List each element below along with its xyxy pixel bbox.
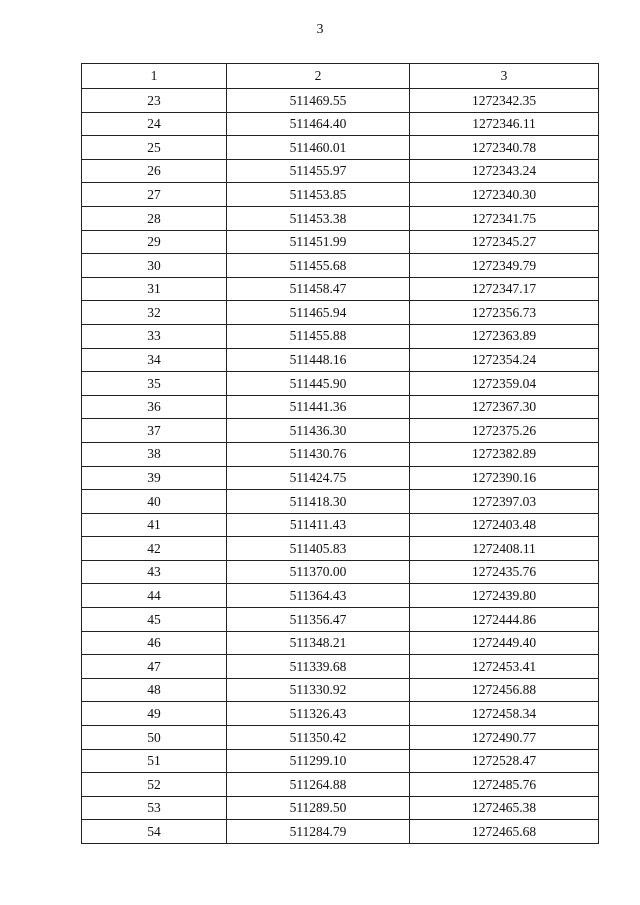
table-cell-col-1: 40 [82, 490, 227, 514]
table-row [82, 749, 599, 773]
table-cell-col-1: 29 [82, 230, 227, 254]
table-row [82, 490, 599, 514]
table-cell-col-3: 1272456.88 [410, 678, 599, 702]
table-cell-col-3: 1272346.11 [410, 112, 599, 136]
table-cell-col-2: 511326.43 [227, 702, 410, 726]
table-cell-col-2: 511465.94 [227, 301, 410, 325]
table-cell-col-2: 511339.68 [227, 655, 410, 679]
table-cell-col-1: 52 [82, 773, 227, 797]
header-cell-2: 2 [227, 64, 410, 89]
table-cell-col-2: 511411.43 [227, 513, 410, 537]
table-cell-col-2: 511405.83 [227, 537, 410, 561]
table-cell-col-3: 1272485.76 [410, 773, 599, 797]
table-cell-col-2: 511424.75 [227, 466, 410, 490]
table-cell-col-1: 31 [82, 277, 227, 301]
table-cell-col-1: 24 [82, 112, 227, 136]
table-row [82, 254, 599, 278]
table-cell-col-3: 1272435.76 [410, 560, 599, 584]
table-cell-col-1: 25 [82, 136, 227, 160]
table-cell-col-2: 511436.30 [227, 419, 410, 443]
table-cell-col-3: 1272363.89 [410, 324, 599, 348]
table-cell-col-1: 32 [82, 301, 227, 325]
coordinates-table [81, 63, 599, 844]
table-row [82, 726, 599, 750]
table-row [82, 159, 599, 183]
table-cell-col-1: 46 [82, 631, 227, 655]
table-cell-col-3: 1272341.75 [410, 206, 599, 230]
table-row [82, 655, 599, 679]
table-row [82, 584, 599, 608]
table-cell-col-1: 28 [82, 206, 227, 230]
table-cell-col-3: 1272345.27 [410, 230, 599, 254]
table-row [82, 183, 599, 207]
table-cell-col-1: 26 [82, 159, 227, 183]
table-cell-col-1: 44 [82, 584, 227, 608]
table-row [82, 796, 599, 820]
table-cell-col-3: 1272528.47 [410, 749, 599, 773]
table-cell-col-3: 1272439.80 [410, 584, 599, 608]
header-row [82, 64, 599, 89]
table-cell-col-2: 511455.68 [227, 254, 410, 278]
table-cell-col-1: 39 [82, 466, 227, 490]
table-cell-col-1: 43 [82, 560, 227, 584]
table-row [82, 395, 599, 419]
table-cell-col-1: 50 [82, 726, 227, 750]
table-cell-col-2: 511460.01 [227, 136, 410, 160]
table-cell-col-2: 511350.42 [227, 726, 410, 750]
table-cell-col-2: 511445.90 [227, 372, 410, 396]
table-cell-col-3: 1272382.89 [410, 442, 599, 466]
table-row [82, 277, 599, 301]
table-cell-col-1: 34 [82, 348, 227, 372]
table-row [82, 206, 599, 230]
table-cell-col-2: 511364.43 [227, 584, 410, 608]
table-cell-col-3: 1272490.77 [410, 726, 599, 750]
table-cell-col-2: 511289.50 [227, 796, 410, 820]
table-cell-col-1: 53 [82, 796, 227, 820]
table-cell-col-2: 511299.10 [227, 749, 410, 773]
table-cell-col-2: 511264.88 [227, 773, 410, 797]
table-cell-col-2: 511458.47 [227, 277, 410, 301]
table-cell-col-1: 36 [82, 395, 227, 419]
table-cell-col-2: 511441.36 [227, 395, 410, 419]
table-cell-col-3: 1272342.35 [410, 89, 599, 113]
table-cell-col-2: 511453.38 [227, 206, 410, 230]
table-row [82, 820, 599, 844]
table-cell-col-3: 1272375.26 [410, 419, 599, 443]
table-row [82, 89, 599, 113]
table-row [82, 301, 599, 325]
table-row [82, 230, 599, 254]
table-row [82, 442, 599, 466]
table-cell-col-1: 49 [82, 702, 227, 726]
table-cell-col-3: 1272390.16 [410, 466, 599, 490]
table-row [82, 348, 599, 372]
table-row [82, 608, 599, 632]
table-row [82, 773, 599, 797]
table-cell-col-2: 511451.99 [227, 230, 410, 254]
table-cell-col-3: 1272349.79 [410, 254, 599, 278]
table-cell-col-3: 1272356.73 [410, 301, 599, 325]
table-row [82, 560, 599, 584]
table-row [82, 537, 599, 561]
table-cell-col-2: 511284.79 [227, 820, 410, 844]
table-row [82, 678, 599, 702]
header-cell-1: 1 [82, 64, 227, 89]
table-cell-col-2: 511348.21 [227, 631, 410, 655]
table-cell-col-3: 1272354.24 [410, 348, 599, 372]
table-header [82, 64, 599, 89]
table-row [82, 419, 599, 443]
table-cell-col-2: 511370.00 [227, 560, 410, 584]
table-cell-col-3: 1272453.41 [410, 655, 599, 679]
table-cell-col-3: 1272458.34 [410, 702, 599, 726]
table-cell-col-3: 1272340.30 [410, 183, 599, 207]
table-cell-col-2: 511448.16 [227, 348, 410, 372]
table-cell-col-1: 45 [82, 608, 227, 632]
table-row [82, 702, 599, 726]
table-row [82, 324, 599, 348]
table-cell-col-3: 1272408.11 [410, 537, 599, 561]
table-cell-col-1: 41 [82, 513, 227, 537]
table-cell-col-2: 511418.30 [227, 490, 410, 514]
table-cell-col-2: 511464.40 [227, 112, 410, 136]
table-cell-col-1: 23 [82, 89, 227, 113]
table-body [82, 89, 599, 844]
table-cell-col-1: 48 [82, 678, 227, 702]
table-row [82, 466, 599, 490]
table-cell-col-3: 1272403.48 [410, 513, 599, 537]
table-row [82, 513, 599, 537]
table-row [82, 136, 599, 160]
table-cell-col-1: 54 [82, 820, 227, 844]
table-cell-col-1: 51 [82, 749, 227, 773]
table-cell-col-2: 511430.76 [227, 442, 410, 466]
table-cell-col-2: 511469.55 [227, 89, 410, 113]
table-cell-col-1: 27 [82, 183, 227, 207]
table-cell-col-1: 37 [82, 419, 227, 443]
header-cell-3: 3 [410, 64, 599, 89]
table-cell-col-1: 38 [82, 442, 227, 466]
table-row [82, 631, 599, 655]
table-cell-col-1: 42 [82, 537, 227, 561]
table-cell-col-2: 511453.85 [227, 183, 410, 207]
table-cell-col-2: 511455.97 [227, 159, 410, 183]
table-cell-col-3: 1272343.24 [410, 159, 599, 183]
table-row [82, 112, 599, 136]
table-cell-col-3: 1272347.17 [410, 277, 599, 301]
table-cell-col-2: 511356.47 [227, 608, 410, 632]
table-cell-col-3: 1272465.68 [410, 820, 599, 844]
table-cell-col-1: 33 [82, 324, 227, 348]
table-cell-col-3: 1272444.86 [410, 608, 599, 632]
table-cell-col-3: 1272367.30 [410, 395, 599, 419]
table-row [82, 372, 599, 396]
page-number: 3 [316, 22, 324, 37]
table-cell-col-3: 1272359.04 [410, 372, 599, 396]
table-cell-col-3: 1272397.03 [410, 490, 599, 514]
table-cell-col-3: 1272465.38 [410, 796, 599, 820]
table-cell-col-2: 511330.92 [227, 678, 410, 702]
table-cell-col-1: 35 [82, 372, 227, 396]
table-cell-col-1: 47 [82, 655, 227, 679]
table-cell-col-2: 511455.88 [227, 324, 410, 348]
table-cell-col-3: 1272340.78 [410, 136, 599, 160]
table-cell-col-3: 1272449.40 [410, 631, 599, 655]
table-cell-col-1: 30 [82, 254, 227, 278]
